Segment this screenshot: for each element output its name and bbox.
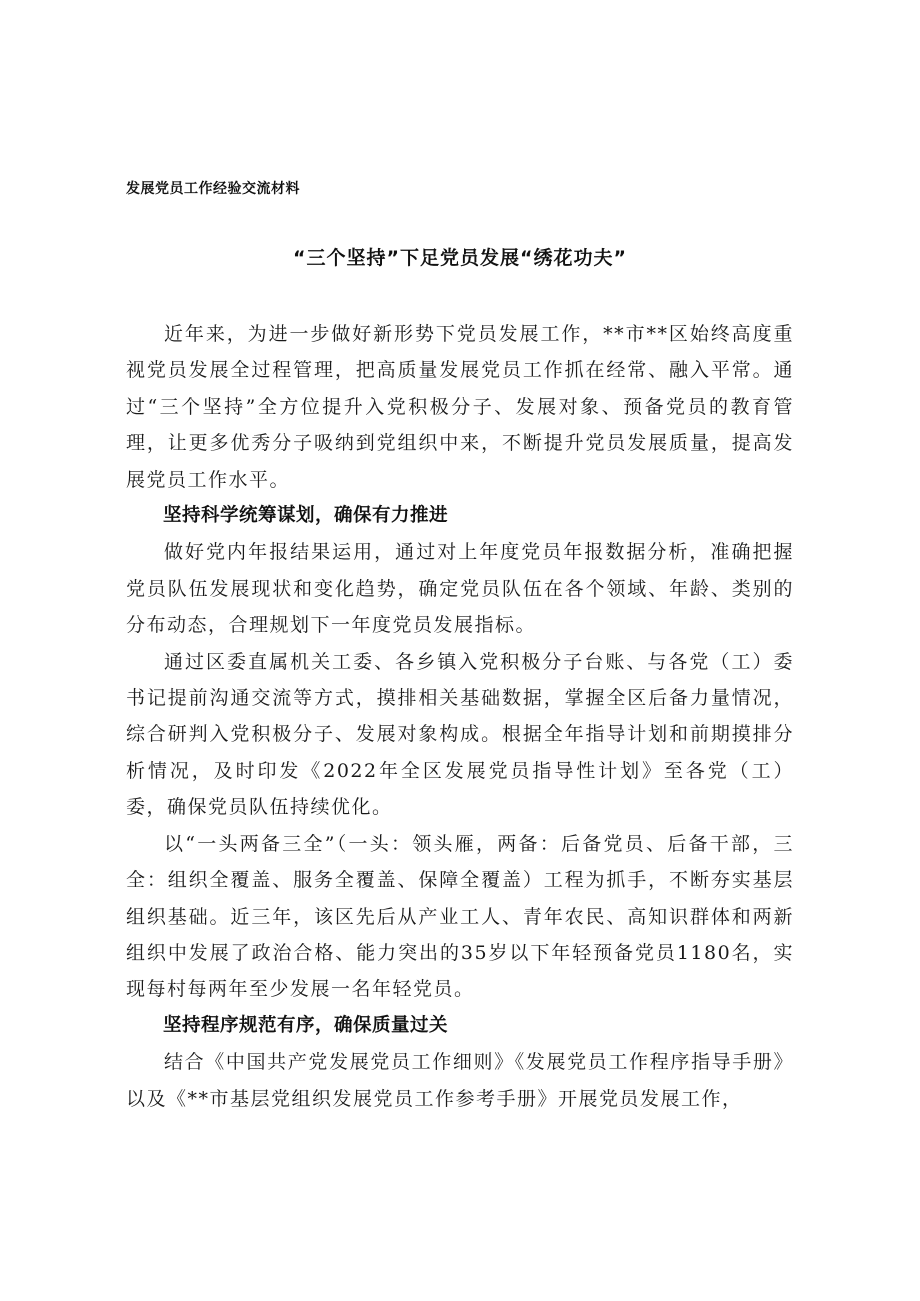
section-heading: 坚持程序规范有序，确保质量过关 xyxy=(163,1014,449,1036)
document-label: 发展党员工作经验交流材料 xyxy=(126,181,300,197)
body-paragraph: 做好党内年报结果运用，通过对上年度党员年报数据分析，准确把握党员队伍发展现状和变化趋势，确定党员队伍在各个领域、年龄、类别的分布动态，合理规划下一年度党员发展指标。 xyxy=(126,541,794,637)
document-body xyxy=(126,316,794,1117)
section-heading: 坚持科学统筹谋划，确保有力推进 xyxy=(163,505,449,527)
section-2 xyxy=(126,1008,794,1117)
document-title: “三个坚持”下足党员发展“绣花功夫” xyxy=(293,247,627,269)
intro-paragraph: 近年来，为进一步做好新形势下党员发展工作，**市**区始终高度重视党员发展全过程管理，把高质量发展党员工作抓在经常、融入平常。通过“三个坚持”全方位提升入党积极分子、发展对象、预备党员的教育管理，让更多优秀分子吸纳到党组织中来，不断提升党员发展质量，提高发展党员工作水平。 xyxy=(126,323,794,491)
body-paragraph: 以“一头两备三全”（一头：领头雁，两备：后备党员、后备干部，三全：组织全覆盖、服务全覆盖、保障全覆盖）工程为抓手，不断夯实基层组织基础。近三年，该区先后从产业工人、青年农民、高知识群体和两新组织中发展了政治合格、能力突出的35岁以下年轻预备党员1180名，实现每村每两年至少发展一名年轻党员。 xyxy=(126,832,794,1001)
body-paragraph: 通过区委直属机关工委、各乡镇入党积极分子台账、与各党（工）委书记提前沟通交流等方式，摸排相关基础数据，掌握全区后备力量情况，综合研判入党积极分子、发展对象构成。根据全年指导计划和前期摸排分析情况，及时印发《2022年全区发展党员指导性计划》至各党（工）委，确保党员队伍持续优化。 xyxy=(126,650,794,819)
section-1 xyxy=(126,498,794,1008)
body-paragraph: 结合《中国共产党发展党员工作细则》《发展党员工作程序指导手册》以及《**市基层党组织发展党员工作参考手册》开展党员发展工作， xyxy=(126,1051,794,1110)
